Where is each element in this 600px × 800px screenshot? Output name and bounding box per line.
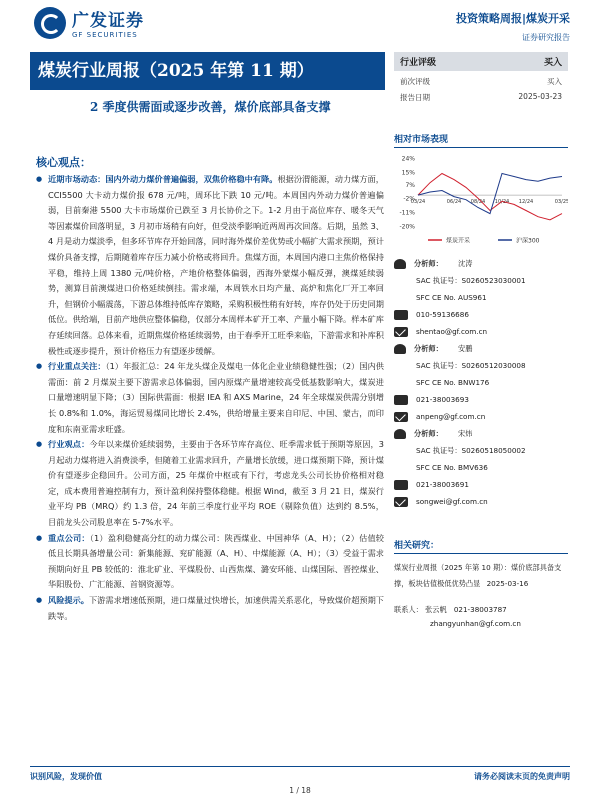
person-icon (394, 429, 406, 439)
mail-icon (394, 327, 408, 337)
analyst-name: 安鹏 (458, 344, 473, 353)
page-header (0, 0, 600, 48)
analyst-sfc: SFC CE No. AUS961 (416, 293, 487, 302)
analyst-sfc-row (394, 459, 568, 476)
analyst-sac: SAC 执证号：S0260523030001 (416, 276, 526, 285)
paragraph-view (36, 437, 384, 531)
phone-icon (394, 480, 408, 490)
analyst-email[interactable]: songwei@gf.com.cn (416, 497, 488, 506)
analyst-list (394, 255, 568, 510)
y-tick-label: -11% (399, 209, 415, 217)
prev-rating-value: 买入 (547, 77, 562, 86)
para-lead: 重点公司： (48, 532, 90, 543)
x-tick-label: 03/24 (410, 199, 426, 206)
footer-slogan: 识别风险，发现价值 (30, 772, 102, 781)
analyst-name: 沈涛 (458, 259, 473, 268)
analyst-phone-row (394, 306, 568, 323)
relative-performance-chart (394, 152, 568, 248)
x-tick-label: 03/25 (554, 199, 568, 206)
logo-en-text: GF SECURITIES (72, 31, 138, 39)
para-text: 下游需求增速低预期，进口煤量过快增长，加速供需关系恶化，导致煤价超预期下跌等。 (48, 595, 384, 621)
prev-rating-label: 前次评级 (400, 77, 430, 86)
y-tick-label: 15% (401, 169, 415, 177)
analyst-phone: 021-38003691 (416, 480, 469, 489)
report-sub: 证券研究报告 (522, 33, 570, 42)
page-footer (30, 766, 570, 782)
report-type: 投资策略周报|煤炭开采 (455, 12, 570, 25)
para-lead: 风险提示。 (48, 595, 89, 606)
analyst-email-row (394, 493, 568, 510)
logo-cn-text: 广发证券 (72, 11, 144, 31)
analyst-email-row (394, 408, 568, 425)
core-views-title: 核心观点： (36, 156, 91, 169)
analyst-sac: SAC 执证号：S0260518050002 (416, 446, 526, 455)
mail-icon (394, 412, 408, 422)
related-item-title[interactable]: 煤炭行业周报（2025 年第 10 期）：煤价底部具备支撑，板块估值极低优势凸显 (394, 563, 562, 588)
para-lead: 行业重点关注： (48, 361, 106, 372)
x-tick-label: 06/24 (446, 199, 462, 206)
para-lead: 行业观点： (48, 439, 90, 450)
para-lead: 近期市场动态： (48, 174, 106, 184)
analyst-email-row (394, 323, 568, 340)
rating-value: 买入 (543, 58, 562, 68)
report-title: 煤炭行业周报（2025 年第 11 期） (30, 52, 385, 90)
analyst-sac: SAC 执证号：S0260512030008 (416, 361, 526, 370)
phone-icon (394, 310, 408, 320)
footer-disclaimer: 请务必阅读末页的免责声明 (474, 772, 570, 781)
analyst-role: 分析师： (414, 344, 443, 353)
report-date-value: 2025-03-23 (518, 92, 562, 101)
related-research (394, 538, 568, 631)
y-tick-label: 24% (401, 155, 415, 163)
analyst-sfc: SFC CE No. BMV636 (416, 463, 488, 472)
y-tick-label: -20% (399, 223, 415, 231)
analyst-sac-row (394, 357, 568, 374)
analyst-sac-row (394, 442, 568, 459)
analyst-name-row (394, 425, 568, 442)
analyst-sfc: SFC CE No. BNW176 (416, 378, 490, 387)
x-tick-label: 08/24 (470, 199, 486, 206)
analyst-phone-row (394, 391, 568, 408)
related-item-date: 2025-03-16 (486, 578, 529, 588)
paragraph-focus (36, 359, 384, 437)
para-text: 今年以来煤价延续弱势，主要由于各环节库存高位、旺季需求低于预期等原因，3 月起动力煤将进入消费淡季，但随着工业需求回升，产量增长放缓，进口煤预期下降，预计煤价有望逐步企稳回升。公司方面，25 年煤价中枢或有下行，考虑龙头公司长协价格相对稳定，成本费用普遍控制有力，预计盈利保持整体稳健。根据 Wind，截至 3 月 21 日，煤炭行业平均 PB（MRQ）约 1.3 倍，24 年前三季度行业平均 ROE（剔除负值）达到约 8.5%，目前龙头公司股息率在 5-7%水平。 (48, 439, 384, 528)
analyst-name-row (394, 340, 568, 357)
person-icon (394, 259, 406, 269)
analyst-phone: 010-59136686 (416, 310, 469, 319)
analyst-sac-row (394, 272, 568, 289)
analyst-email[interactable]: anpeng@gf.com.cn (416, 412, 486, 421)
right-column (394, 132, 568, 510)
report-subtitle: 2 季度供需面或逐步改善，煤价底部具备支撑 (90, 100, 331, 114)
report-date-label: 报告日期 (400, 93, 430, 102)
company-logo (34, 6, 144, 39)
analyst-email[interactable]: shentao@gf.com.cn (416, 327, 488, 336)
analyst-phone-row (394, 476, 568, 493)
para-text: 根据汾渭能源，动力煤方面，CCI5500 大卡动力煤价报 678 元/吨，周环比下跌 10 元/吨。本周国内外动力煤价普遍偏弱，目前秦港 5500 大卡市场煤价已跌至 3 月长协价之下。1-2 月由于高位库存、暖冬天气等因素煤价回落明显，3 月初市场稍有向好，但受淡季影响近两周再次回落。后期，虽然 3、4 月是动力煤淡季，但多环节库存开始回落，同时海外煤价差优势或小幅扩大需求预期，预计煤价具备支撑，后期随着库存压力减小价格或将回升。焦煤方面，本周国内港口主焦价格保持平稳，维持上周 1380 元/吨价格，产地价格整体偏弱，西海外蒙煤小幅反弹，澳煤延续弱势，测算目前澳煤进口价格延续倒挂。需求端，本周铁水日均产量、高炉和焦化厂开工率回升，但钢价小幅震荡，下游总体维持低库存策略，采购积极性稍有好转，库存仍处于历史同期低位。供给端，目前产地供应整体偏稳，仅部分本周样本矿开工率、产量小幅下降。样本矿库存延续回落。总体来看，近期焦煤价格延续弱势，由于春季开工旺季来临，下游需求和补库积极性或逐步提升，预计价格压力有望逐步缓解。 (48, 174, 384, 356)
y-tick-label: -2% (403, 195, 415, 203)
analyst-role: 分析师： (414, 429, 443, 438)
contact-label: 联系人： (394, 605, 423, 614)
analyst-sfc-row (394, 289, 568, 306)
paragraph-market (36, 172, 384, 359)
related-title: 相关研究： (394, 538, 568, 554)
person-icon (394, 344, 406, 354)
series-line (418, 174, 562, 214)
rating-box (394, 52, 568, 103)
logo-icon (34, 7, 66, 39)
contact-email[interactable]: zhangyunhan@gf.com.cn (430, 619, 521, 628)
y-tick-label: 7% (405, 181, 415, 189)
legend-label: 沪深300 (516, 237, 540, 245)
x-tick-label: 10/24 (494, 199, 510, 206)
analyst-role: 分析师： (414, 259, 443, 268)
paragraph-companies (36, 531, 384, 593)
analyst-name: 宋炜 (458, 429, 473, 438)
paragraph-risk (36, 593, 384, 624)
analyst-name-row (394, 255, 568, 272)
para-text: （1）盈利稳健高分红的动力煤公司：陕西煤业、中国神华（A、H）；（2）估值较低且长期具备增量公司：新集能源、兖矿能源（A、H）、中煤能源（A、H）；（3）受益于需求预期向好且 PB 较低的：淮北矿业、平煤股份、山西焦煤、潞安环能、山煤国际、晋控煤业、华阳股份、广汇能源、首钢资源等。 (48, 532, 384, 590)
para-lead-bold: 国内外动力煤价普遍偏弱，双焦价格稳中有降。 (105, 174, 278, 184)
rating-label: 行业评级 (400, 58, 437, 68)
mail-icon (394, 497, 408, 507)
analyst-sfc-row (394, 374, 568, 391)
contact-phone: 021-38003787 (453, 605, 507, 614)
main-content (36, 172, 384, 624)
para-text: （1）年报汇总：24 年龙头煤企及煤电一体化企业业绩稳健性强；（2）国内供需面：前 2 月煤炭主要下游需求总体偏弱，国内原煤产量增速较高受低基数影响大，煤炭进口量增速明显下降；（3）国际供需面：根据 IEA 和 AXS Marine，24 年全球煤炭供需分别增长 0.8%和 1.0%，海运贸易煤同比增长 2.4%，供给增量主要来自印尼、中国、蒙古，而印度和东南亚需求旺盛。 (48, 361, 384, 434)
legend-label: 煤炭开采 (446, 237, 471, 245)
contact-name: 张云帆 (425, 605, 447, 614)
x-tick-label: 12/24 (518, 199, 534, 206)
analyst-phone: 021-38003693 (416, 395, 469, 404)
chart-title: 相对市场表现 (394, 132, 568, 148)
page-number: 1 / 18 (289, 786, 311, 795)
phone-icon (394, 395, 408, 405)
